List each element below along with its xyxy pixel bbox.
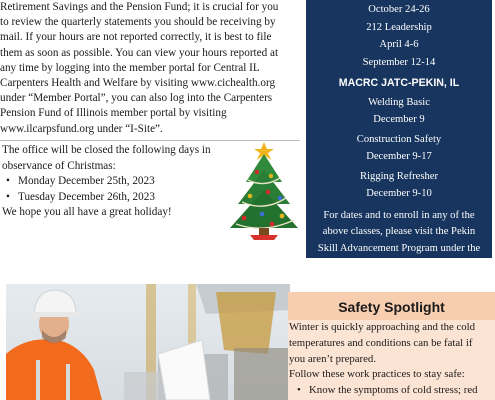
holiday-dates-list [2, 174, 227, 205]
enroll-text: above classes, please visit the Pekin [322, 226, 476, 238]
safety-spotlight-panel [288, 292, 495, 400]
holiday-date-item: • Monday December 25th, 2023 [18, 174, 227, 190]
enroll-link[interactable]: mactc.org [378, 277, 420, 289]
safety-bullet-list [289, 383, 495, 399]
safety-line: Follow these work practices to stay safe: [289, 368, 465, 381]
holiday-intro: observance of Christmas: [2, 159, 116, 172]
holiday-notice [2, 143, 227, 221]
class-title: Welding Basic [368, 96, 430, 108]
safety-line: temperatures and conditions can be fatal if [289, 336, 473, 349]
class-date: October 24-26 [368, 4, 430, 15]
enroll-text: For dates and to enroll in any of the [323, 209, 475, 221]
class-date: December 9-10 [366, 187, 432, 199]
hours-line: mail. If your hours are not reported correctly, it is best to file [0, 31, 272, 44]
class-date: December 9 [373, 113, 425, 125]
hours-line: Carpenters Health and Welfare by visiting www.cichealth.org [0, 77, 276, 90]
classes-panel [306, 0, 492, 289]
christmas-tree-icon [224, 140, 309, 244]
class-date: April 4-6 [379, 39, 419, 51]
hours-line: under “Member Portal”, you can also log into the Carpenters [0, 92, 273, 105]
safety-body [288, 320, 495, 399]
safety-title: Safety Spotlight [288, 292, 495, 320]
hours-line: www.ilcarpsfund.org under “I-Site”. [0, 122, 163, 135]
safety-line: Winter is quickly approaching and the cold [289, 321, 476, 333]
class-date: September 12-14 [362, 56, 436, 68]
hours-paragraph [0, 0, 300, 137]
class-title: Rigging Refresher [360, 171, 438, 183]
hours-line: Retirement Savings and the Pension Fund; it is crucial for you [0, 1, 279, 13]
class-title: 212 Leadership [366, 21, 432, 33]
holiday-intro: The office will be closed the following days in [2, 144, 211, 156]
class-title: Construction Safety [356, 134, 442, 146]
hours-line: them as soon as possible. You can view your hours reported at [0, 46, 279, 59]
hours-line: Pension Fund of Illinois member portal by visiting [0, 107, 227, 120]
location-heading: MACRC JATC-PEKIN, IL [338, 77, 460, 90]
hours-line: to review the quarterly statements you should be receiving by [0, 16, 276, 29]
class-date: December 9-17 [366, 150, 432, 162]
enroll-text: Skill Advancement tab at: [344, 259, 454, 271]
holiday-date-item: • Tuesday December 26th, 2023 [18, 190, 227, 206]
worker-photo [6, 284, 290, 400]
safety-bullet: • Know the symptoms of cold stress; red [309, 383, 495, 399]
enroll-text: Skill Advancement Program under the [317, 242, 481, 254]
holiday-closing: We hope you all have a great holiday! [2, 206, 172, 219]
safety-line: you aren’t prepared. [289, 352, 377, 365]
hours-line: any time by logging into the member portal for Central IL [0, 61, 260, 74]
